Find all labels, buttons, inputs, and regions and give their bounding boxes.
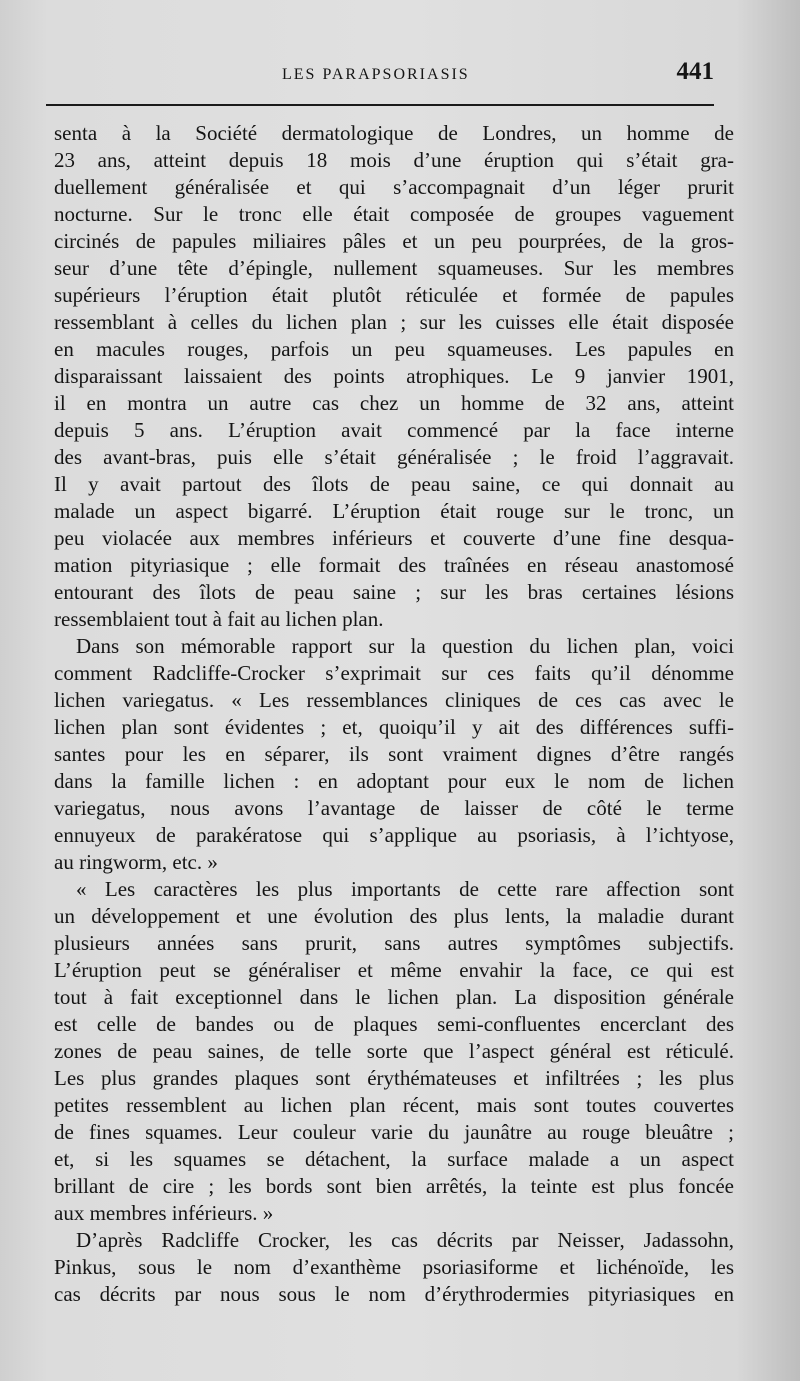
text-line: duellement généralisée et qui s’accompagnait d’un léger prurit	[54, 175, 734, 199]
text-line: zones de peau saines, de telle sorte que l’aspect général est réticulé.	[54, 1039, 734, 1063]
text-line: lichen plan sont évidentes ; et, quoiqu’il y ait des différences suffi-	[54, 715, 734, 739]
body-text	[54, 120, 734, 1308]
text-line: malade un aspect bigarré. L’éruption était rouge sur le tronc, un	[54, 499, 734, 523]
text-line: lichen variegatus. « Les ressemblances cliniques de ces cas avec le	[54, 688, 734, 712]
text-line: seur d’une tête d’épingle, nullement squameuses. Sur les membres	[54, 256, 734, 280]
text-line: peu violacée aux membres inférieurs et couverte d’une fine desqua-	[54, 526, 734, 550]
text-line: il en montra un autre cas chez un homme de 32 ans, atteint	[54, 391, 734, 415]
text-line: D’après Radcliffe Crocker, les cas décrits par Neisser, Jadassohn,	[76, 1228, 734, 1252]
text-line: entourant des îlots de peau saine ; sur les bras certaines lésions	[54, 580, 734, 604]
text-line: 23 ans, atteint depuis 18 mois d’une éruption qui s’était gra-	[54, 148, 734, 172]
text-line: senta à la Société dermatologique de Londres, un homme de	[54, 121, 734, 145]
text-line: Pinkus, sous le nom d’exanthème psoriasiforme et lichénoïde, les	[54, 1255, 734, 1279]
text-line: aux membres inférieurs. »	[54, 1201, 274, 1225]
text-line: mation pityriasique ; elle formait des traînées en réseau anastomosé	[54, 553, 734, 577]
text-line: et, si les squames se détachent, la surface malade a un aspect	[54, 1147, 734, 1171]
text-line: santes pour les en séparer, ils sont vraiment dignes d’être rangés	[54, 742, 734, 766]
text-line: plusieurs années sans prurit, sans autres symptômes subjectifs.	[54, 931, 734, 955]
text-line: ressemblaient tout à fait au lichen plan.	[54, 607, 384, 631]
running-title: LES PARAPSORIASIS	[282, 66, 470, 83]
text-line: disparaissant laissaient des points atrophiques. Le 9 janvier 1901,	[54, 364, 734, 388]
text-line: variegatus, nous avons l’avantage de laisser de côté le terme	[54, 796, 734, 820]
page-header	[60, 56, 720, 100]
text-line: de fines squames. Leur couleur varie du jaunâtre au rouge bleuâtre ;	[54, 1120, 734, 1144]
text-line: nocturne. Sur le tronc elle était composée de groupes vaguement	[54, 202, 734, 226]
text-line: L’éruption peut se généraliser et même envahir la face, ce qui est	[54, 958, 734, 982]
text-line: un développement et une évolution des plus lents, la maladie durant	[54, 904, 734, 928]
text-line: circinés de papules miliaires pâles et un peu pourprées, de la gros-	[54, 229, 734, 253]
text-line: « Les caractères les plus importants de cette rare affection sont	[76, 877, 734, 901]
text-line: Dans son mémorable rapport sur la question du lichen plan, voici	[76, 634, 734, 658]
header-rule	[46, 104, 714, 106]
text-line: tout à fait exceptionnel dans le lichen plan. La disposition générale	[54, 985, 734, 1009]
text-line: petites ressemblent au lichen plan récent, mais sont toutes couvertes	[54, 1093, 734, 1117]
text-line: ennuyeux de parakératose qui s’applique au psoriasis, à l’ichtyose,	[54, 823, 734, 847]
text-line: comment Radcliffe-Crocker s’exprimait sur ces faits qu’il dénomme	[54, 661, 734, 685]
text-line: depuis 5 ans. L’éruption avait commencé par la face interne	[54, 418, 734, 442]
text-line: ressemblant à celles du lichen plan ; sur les cuisses elle était disposée	[54, 310, 734, 334]
text-line: cas décrits par nous sous le nom d’érythrodermies pityriasiques en	[54, 1282, 734, 1306]
text-line: des avant-bras, puis elle s’était généralisée ; le froid l’aggravait.	[54, 445, 734, 469]
text-line: est celle de bandes ou de plaques semi-confluentes encerclant des	[54, 1012, 734, 1036]
text-line: supérieurs l’éruption était plutôt réticulée et formée de papules	[54, 283, 734, 307]
text-line: brillant de cire ; les bords sont bien arrêtés, la teinte est plus foncée	[54, 1174, 734, 1198]
text-line: dans la famille lichen : en adoptant pour eux le nom de lichen	[54, 769, 734, 793]
page-number: 441	[676, 58, 714, 85]
text-line: Il y avait partout des îlots de peau saine, ce qui donnait au	[54, 472, 734, 496]
text-line: Les plus grandes plaques sont érythémateuses et infiltrées ; les plus	[54, 1066, 734, 1090]
text-line: en macules rouges, parfois un peu squameuses. Les papules en	[54, 337, 734, 361]
text-line: au ringworm, etc. »	[54, 850, 218, 874]
